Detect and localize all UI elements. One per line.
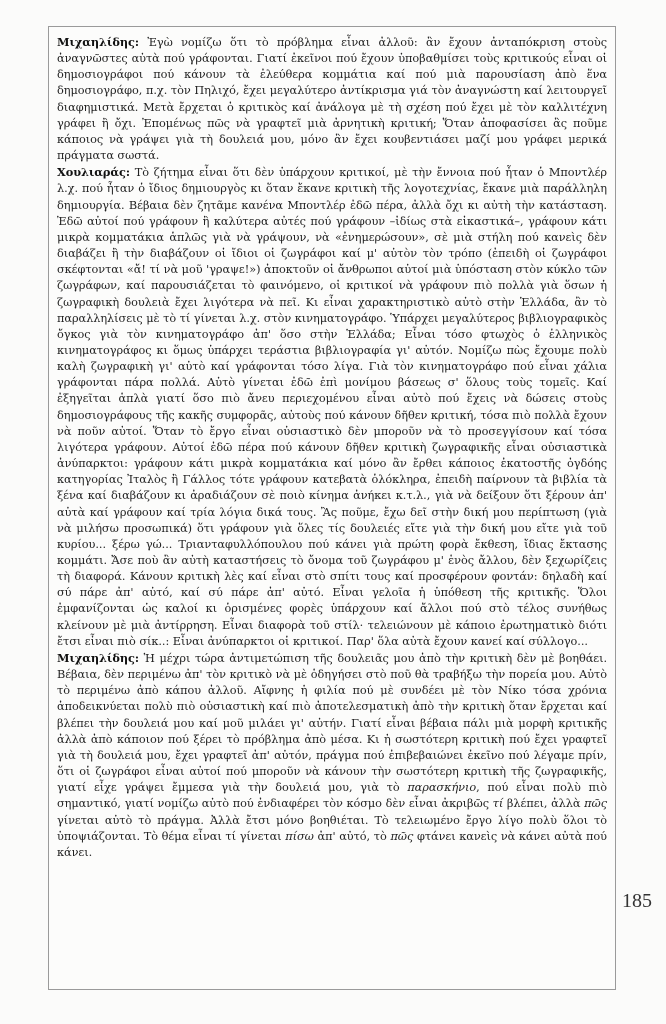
speaker-label: Χουλιαράς: [57, 165, 130, 180]
paragraph-text: Τὸ ζήτημα εἶναι ὅτι δὲν ὑπάρχουν κριτικοί, μὲ τὴν ἔννοια πού ἦταν ὁ Μποντλέρ λ.χ. πού ἦταν ὁ ἴδιος δημιουργὸς κι ὅταν ἔκανε κριτικὴ τῆς λογοτεχνίας, ἔκανε μιὰ παράλληλη δημιουργία. Βέβαια δὲν ζητᾶμε κανένα Μποντλέρ ἐδῶ πέρα, ἀλλὰ ὄχι κι αὐτὴ τὴν κατάσταση. Ἐδῶ αὐτοί πού γράφουν ἢ καλύτερα αὐτές πού γράφουν –ἰδίως στὰ εἰκαστικά–, γράφουν κάτι μικρὰ κομματάκια ἁπλῶς γιὰ νὰ γράψουν, νὰ «ἐνημερώσουν», σὲ μιὰ στήλη πού κανεὶς δὲν διαβάζει ἢ τὴν διαβάζουν οἱ ἴδιοι οἱ ζωγράφοι καί μ' αὐτὸν τὸν τρόπο (ἐπειδὴ οἱ ζωγράφοι σκέφτονται «ἄ! τί νὰ μοῦ 'γραψε!») ἀποκτοῦν οἱ ἄνθρωποι αὐτοί μιὰ ὑπόσταση στὸν κύκλο τῶν ζωγράφων, καί παρουσιάζεται τὸ φαινόμενο, οἱ κριτικοί νὰ γράφουν πιὸ πολλὰ γιὰ ὅσων ἡ ζωγραφικὴ δουλειὰ ἔχει λιγότερα νὰ πεῖ. Κι εἶναι χαρακτηριστικὸ αὐτὸ στὴν Ἑλλάδα, ἂν τὸ παραλληλίσεις μὲ τὸ τί γίνεται λ.χ. στὸν κινηματογράφο. Ὑπάρχει μεγαλύτερος βιβλιογραφικὸς ὄγκος γιὰ τὸν κινηματογράφο ἀπ' ὅσο στὴν Ἑλλάδα; Εἶναι τόσο φτωχὸς ὁ ἑλληνικὸς κινηματογράφος κι ὅμως ὑπάρχει τεράστια βιβλιογραφία γι' αὐτόν. Νομίζω πὼς ἔχουμε πολὺ καλὴ ζωγραφικὴ γι' αὐτὸ καί γράφονται τόσο λίγα. Γιὰ τὸν κινηματογράφο πού εἶναι χάλια γράφονται πάρα πολλά. Αὐτὸ γίνεται ἐδῶ ἐπὶ μονίμου βάσεως σ' ὅλους τοὺς τομεῖς. Καί ἐξηγεῖται ἁπλὰ γιατί ὅσο πιὸ ἄνευ περιεχομένου εἶναι αὐτὸ πού ἔχεις νὰ δώσεις στοὺς δημοσιογράφους τῆς κακῆς συμφορᾶς, αὐτοὺς πού κάνουν δῆθεν κριτική, τόσα πιὸ πολλὰ ἔχουν νὰ ποῦν αὐτοί. Ὅταν τὸ ἔργο εἶναι οὐσιαστικὸ δὲν μποροῦν νὰ τὸ προσεγγίσουν καί τόσα λιγότερα γράφουν. Αὐτοί ἐδῶ πέρα πού κάνουν δῆθεν κριτικὴ ζωγραφικῆς εἶναι οὐσιαστικὰ ἀνύπαρκτοι: γράφουν κάτι μικρὰ κομματάκια καί μόνο ἂν ἔρθει κάποιος ἐκατοστῆς ὀγδόης κατηγορίας Ἰταλὸς ἢ Γάλλος τότε γράφουν κατεβατὰ ὁλόκληρα, ἐπειδὴ παίρνουν τὰ βιβλία τὰ ξένα καί διαβάζουν κι ἀραδιάζουν σὲ ποιὸ κίνημα ἀνήκει κ.τ.λ., γιὰ νὰ δείξουν ὅτι ξέρουν ἀπ' αὐτὰ καί γράφουν καί τρία λόγια δικά τους. Ἂς ποῦμε, ἔχω δεῖ στὴν δική μου περίπτωση (γιὰ νὰ μιλήσω προσωπικά) ὅτι γράφουν γιὰ ὅλες τίς δουλειές εἴτε γιὰ τὴν δική μου εἴτε γιὰ τοῦ κυρίου... ξέρω γώ... Τριανταφυλλόπουλου πού κάνει γιὰ πρώτη φορὰ ἔκθεση, ἴδιας ἔκτασης κομμάτι. Ἄσε ποὺ ἂν αὐτὴ καταστήσεις τὸ ὄνομα τοῦ ζωγράφου μ' ἑνὸς ἄλλου, δὲν ξεχωρίζεις τὴ διαφορά. Κάνουν κριτικὴ λὲς καί εἶναι στὸ σπίτι τους καί προσφέρουν φοντάν: δηλαδὴ καί σύ πάρε ἀπ' αὐτό, καί σύ πάρε ἀπ' αὐτό. Εἶναι γελοῖα ἡ ὑπόθεση τῆς κριτικῆς. Ὅλοι ἐμφανίζονται ὡς καλοί κι ὁρισμένες φορὲς ὑπάρχουν καί ἄλλοι πού στὸ τέλος συνήθως κλείνουν μὲ μιὰ ἀντίρρηση. Εἶναι διαφορὰ τοῦ στίλ· τελειώνουν μὲ κάποιο ἐρωτηματικὸ διότι ἔτσι εἶναι πιὸ σίκ..: Εἶναι ἀνύπαρκτοι οἱ κριτικοί. Παρ' ὅλα αὐτὰ ἔχουν κανεί καί σύλλογο... [57, 166, 607, 648]
page-number: 185 [622, 890, 652, 912]
emphasis-text: πῶς [390, 829, 414, 843]
emphasis-text: πίσω [285, 829, 314, 843]
paragraph-text: γίνεται αὐτὸ τὸ πράγμα. Ἀλλὰ ἔτσι μόνο βοηθιέται. Τὸ τελειωμένο ἔργο λίγο πολὺ ὅλοι τὸ ὑποψιάζονται. Τὸ θέμα εἶναι τί γίνεται [57, 813, 607, 843]
paragraph-2 [57, 164, 607, 650]
speaker-label: Μιχαηλίδης: [57, 35, 139, 49]
speaker-label: Μιχαηλίδης: [57, 650, 139, 665]
paragraph-text: Ἡ μέχρι τώρα ἀντιμετώπιση τῆς δουλειᾶς μου ἀπὸ τὴν κριτικὴ δὲν μὲ βοηθάει. Βέβαια, δὲν περιμένω ἀπ' τὸν κριτικὸ νὰ μὲ ὁδηγήσει στὸ ποῦ θὰ τραβήξω τὴν πορεία μου. Αὐτὸ τὸ περιμένω ἀπὸ κάπου ἀλλοῦ. Αἴφνης ἡ φιλία πού μὲ συνδέει μὲ τὸν Νίκο τόσα χρόνια ἀποδεικνύεται πολὺ πιὸ οὐσιαστικὴ καί πιὸ ἀποτελεσματικὴ ἀπὸ τὴν κριτικὴ ὅταν ἔρχεται καί βλέπει τὴν δουλειά μου καί μοῦ μιλάει γι' αὐτήν. Γιατί εἶναι βέβαια πάλι μιὰ μορφὴ κριτικῆς ἀλλὰ ἀπὸ κάποιον πού ξέρει τὸ πρόβλημα ἀπὸ μέσα. Κι ἡ σωστότερη κριτικὴ πού ἔχει γραφτεῖ γιὰ τὴ δουλειά μου, ἔχει γραφτεῖ ἀπ' αὐτόν, πράγμα πού ἐπιβεβαιώνει ἐκεῖνο πού λέγαμε πρίν, ὅτι οἱ ζωγράφοι εἶναι αὐτοί πού μποροῦν νὰ κάνουν τὴν σωστότερη κριτικὴ τῆς ζωγραφικῆς, γιατί εἶχε γράψει ἔμμεσα γιὰ τὴν δουλειά μου, γιὰ τὸ [57, 651, 608, 795]
paragraph-3 [57, 650, 607, 861]
paragraph-text: Ἐγὼ νομίζω ὅτι τὸ πρόβλημα εἶναι ἀλλοῦ: ἂν ἔχουν ἀνταπόκριση στοὺς ἀναγνῶστες αὐτὰ πού γράφονται. Γιατί ἐκεῖνοι πού ἔχουν ὑποβαθμίσει τοὺς κριτικούς εἶναι οἱ δημοσιογράφοι πού κάνουν τὰ ἐλεύθερα κομμάτια καί πού μιὰ παρουσίαση ἀπὸ ἕνα δημοσιογράφο, π.χ. τὸν Πηλιχό, ἔχει μεγαλύτερο ἀντίκρισμα γιά τὸν ἀναγνώστη καί λειτουργεῖ διαφημιστικά. Μετὰ ἔρχεται ὁ κριτικὸς καί ἀνάλογα μὲ τὴ σχέση πού ἔχει μὲ τὸν καλλιτέχνη γράφει ἢ ὄχι. Ἐπομένως πῶς νὰ γραφτεῖ μιὰ ἀρνητικὴ κριτική; Ὅταν ἀποφασίσει ἂς ποῦμε κάποιος νὰ γράψει γιὰ τὴ δουλειά μου, μόνο ἂν ἔχει κουβεντιάσει μαζί μου γράφει μερικά πράγματα σωστά. [57, 36, 607, 163]
body-text [57, 34, 607, 861]
emphasis-text: πῶς [584, 797, 607, 811]
paragraph-text: βλέπει, ἀλλὰ [503, 797, 585, 811]
emphasis-text: τί [492, 797, 504, 811]
emphasis-text: παρασκήνιο [407, 781, 477, 795]
paragraph-1 [57, 34, 607, 164]
paragraph-text: ἀπ' αὐτό, τὸ [313, 829, 391, 843]
paragraph-text: φτάνει κανεὶς νὰ κάνει αὐτὰ πού κάνει. [57, 829, 608, 859]
paragraph-text: , πού εἶναι πολὺ πιὸ σημαντικό, γιατί νομίζω αὐτὸ πού ἐνδιαφέρει τὸν κόσμο δὲν εἶναι ἀκριβῶς [57, 781, 607, 811]
